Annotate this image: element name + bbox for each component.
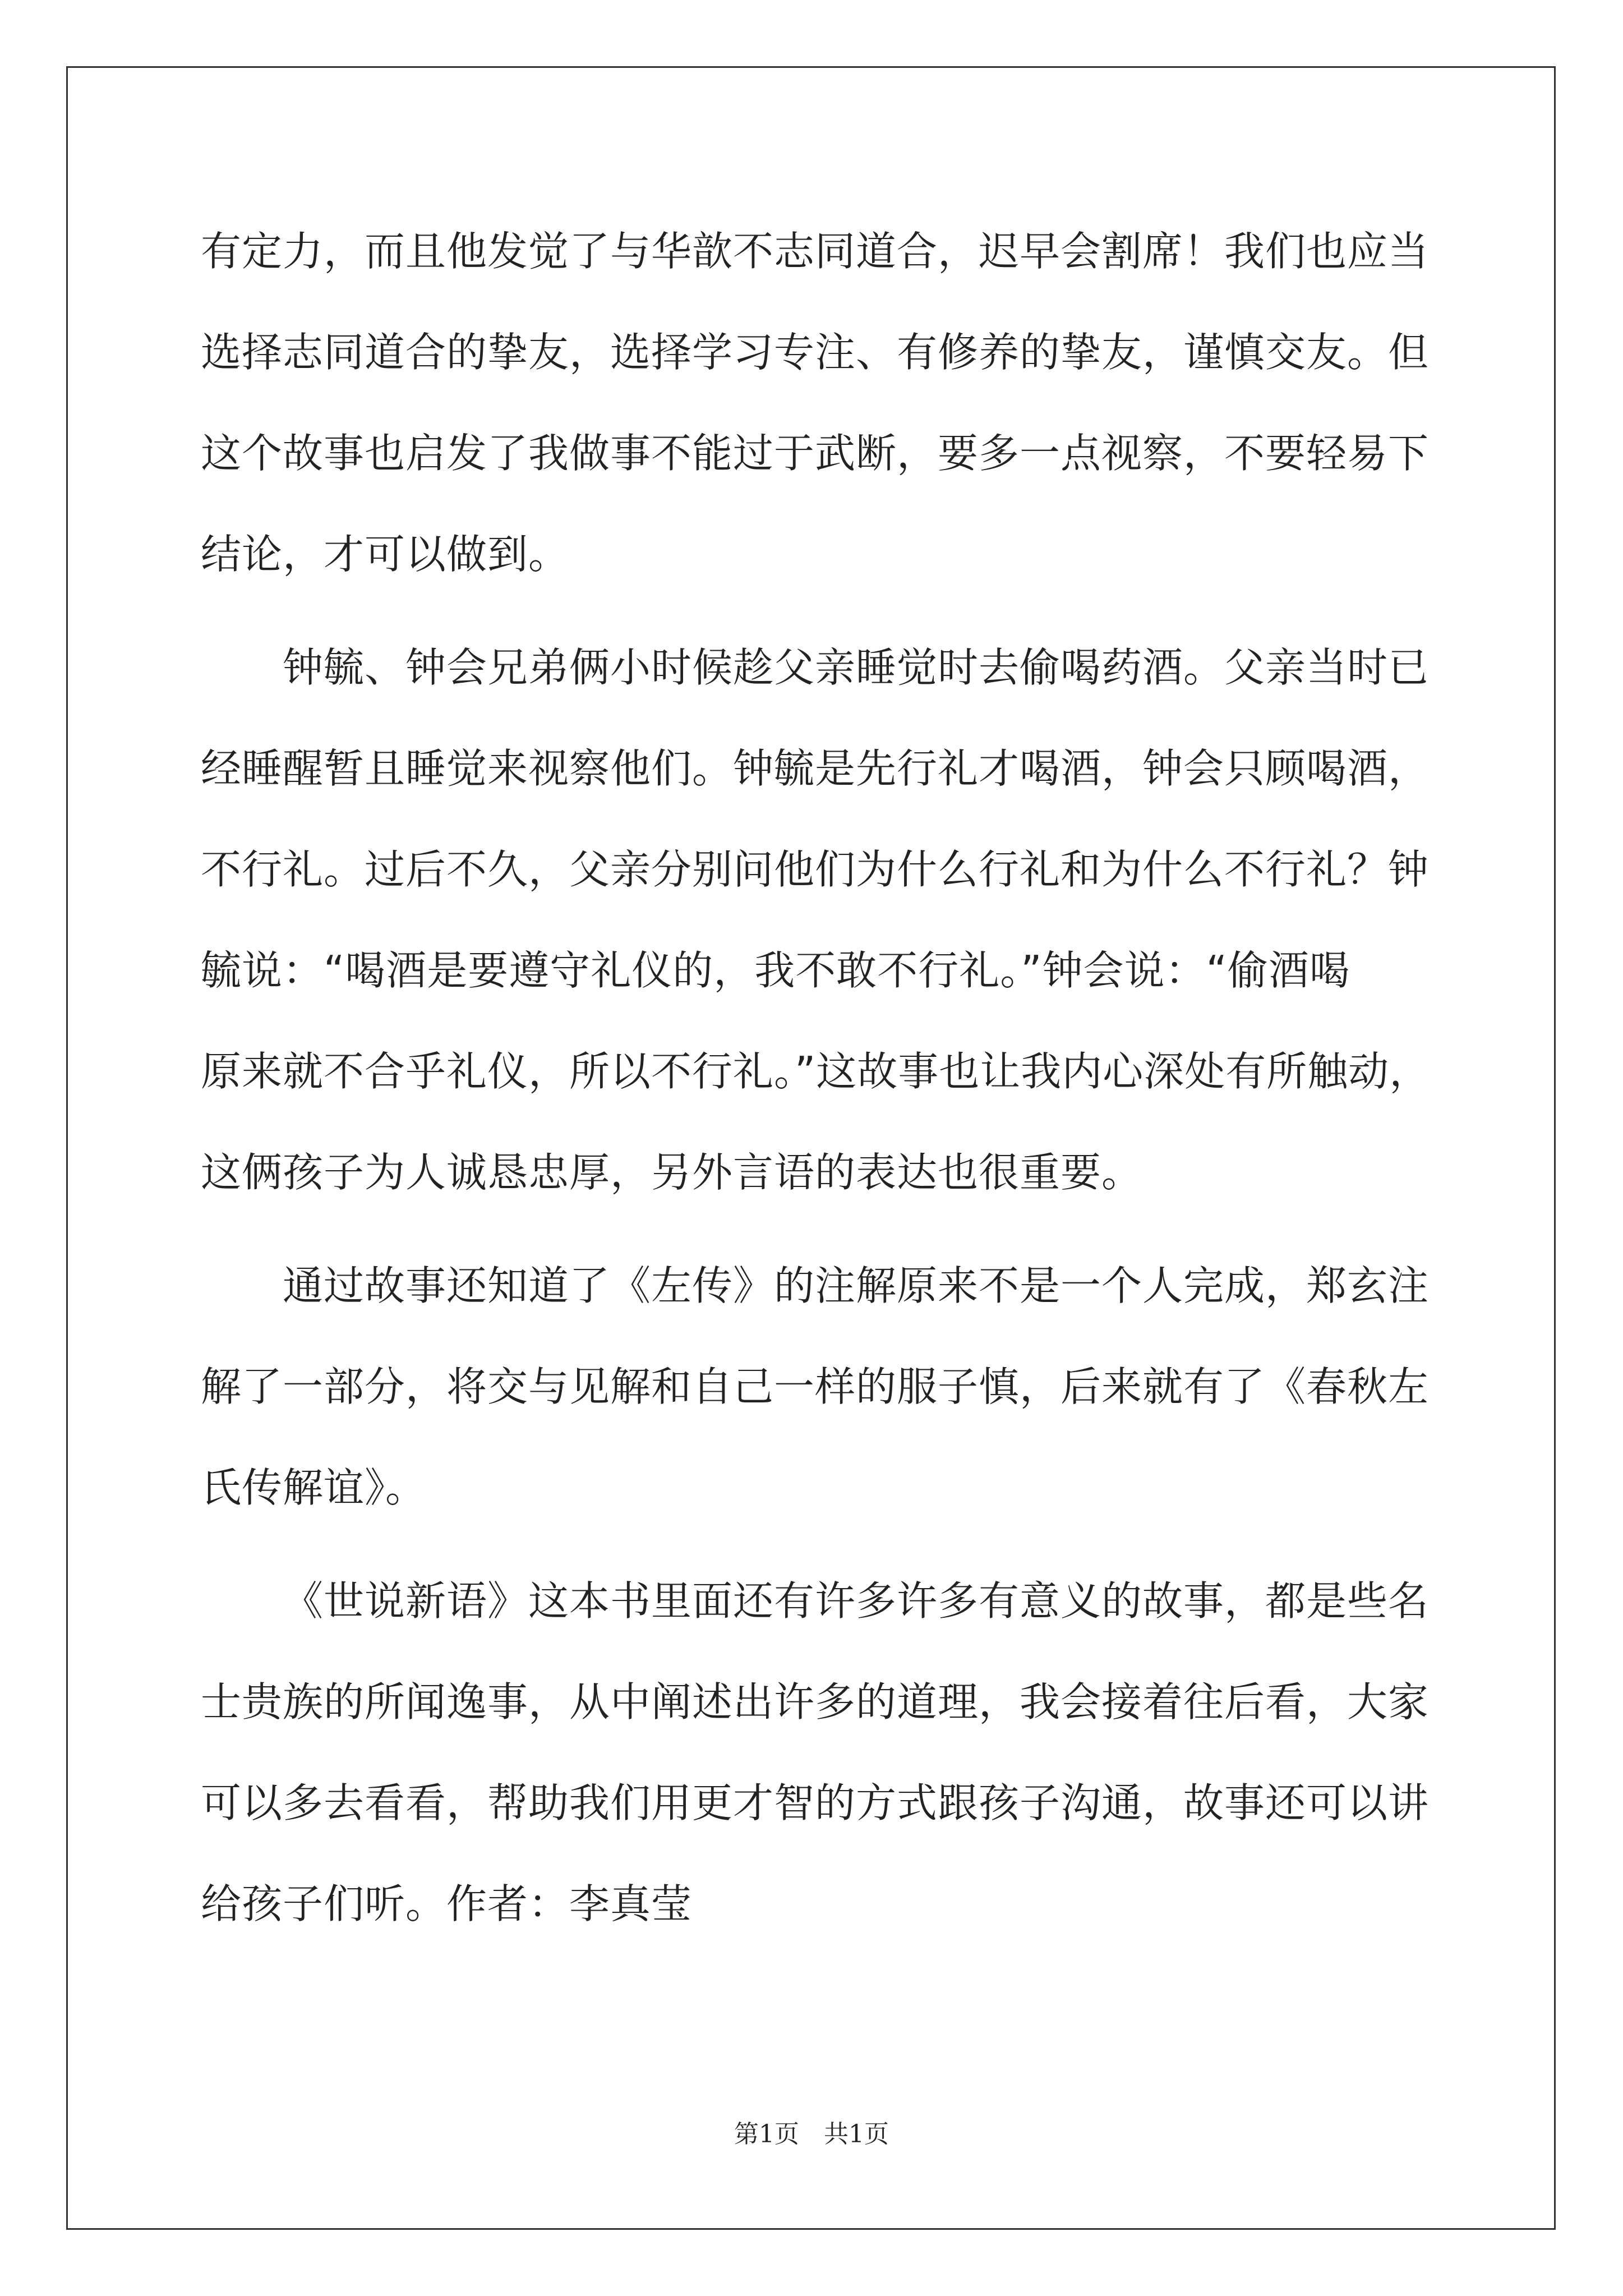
paragraph-line: 原来就不合乎礼仪，所以不行礼。”这故事也让我内心深处有所触动， [201, 1048, 1431, 1095]
paragraph-line: 经睡醒暂且睡觉来视察他们。钟毓是先行礼才喝酒，钟会只顾喝酒， [201, 745, 1430, 792]
paragraph-line: 氏传解谊》。 [201, 1464, 427, 1511]
paragraph-line: 有定力，而且他发觉了与华歆不志同道合，迟早会割席！我们也应当 [201, 228, 1430, 275]
paragraph-line: 通过故事还知道了《左传》的注解原来不是一个人完成，郑玄注 [283, 1262, 1430, 1309]
page-number: 第1页 共1页 [734, 2120, 889, 2148]
paragraph-line: 不行礼。过后不久，父亲分别问他们为什么行礼和为什么不行礼？钟 [201, 846, 1430, 893]
paragraph-line: 可以多去看看，帮助我们用更才智的方式跟孩子沟通，故事还可以讲 [201, 1779, 1430, 1826]
paragraph-line: 士贵族的所闻逸事，从中阐述出许多的道理，我会接着往后看，大家 [201, 1678, 1430, 1726]
paragraph-line: 这个故事也启发了我做事不能过于武断，要多一点视察，不要轻易下 [201, 430, 1430, 477]
paragraph-line: 选择志同道合的挚友，选择学习专注、有修养的挚友，谨慎交友。但 [201, 329, 1430, 376]
paragraph-line: 解了一部分，将交与见解和自己一样的服子慎，后来就有了《春秋左 [201, 1363, 1430, 1410]
paragraph-line: 毓说：“喝酒是要遵守礼仪的，我不敢不行礼。”钟会说：“偷酒喝 [201, 947, 1350, 994]
paragraph-line: 这俩孩子为人诚恳忠厚，另外言语的表达也很重要。 [201, 1149, 1143, 1196]
paragraph-line: 给孩子们听。作者：李真莹 [201, 1880, 693, 1927]
document-body [201, 213, 1435, 1967]
paragraph-line: 《世说新语》这本书里面还有许多许多有意义的故事，都是些名 [283, 1577, 1430, 1625]
paragraph-line: 结论，才可以做到。 [201, 531, 570, 578]
paragraph-line: 钟毓、钟会兄弟俩小时候趁父亲睡觉时去偷喝药酒。父亲当时已 [283, 644, 1430, 691]
